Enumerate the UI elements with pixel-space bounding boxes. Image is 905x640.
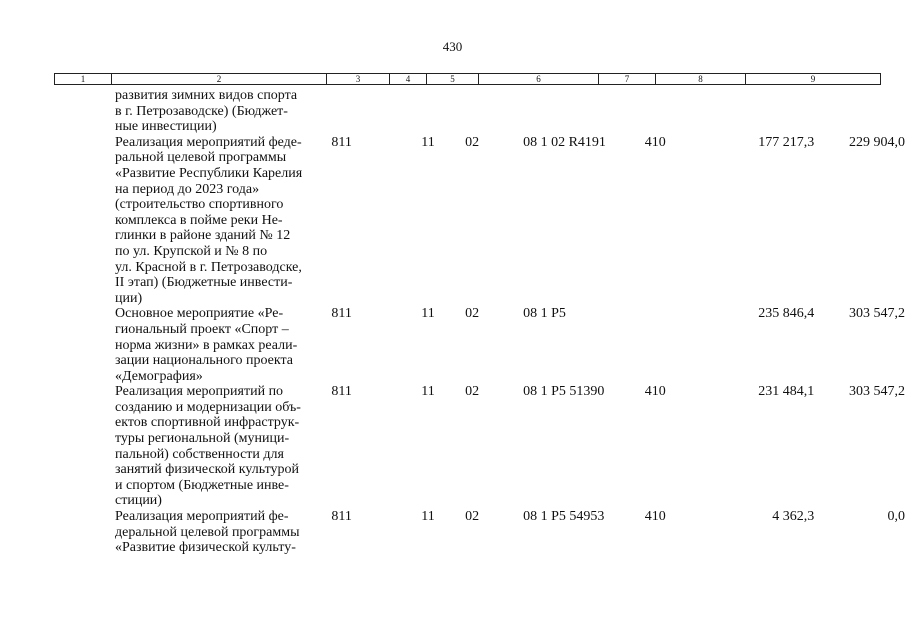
amount-column-9: 303 547,2 (849, 306, 905, 322)
amount-column-8: 4 362,3 (772, 509, 815, 525)
description-line: деральной целевой программы (115, 524, 300, 540)
subsection-code: 02 (465, 134, 480, 150)
expense-type-code: 410 (644, 134, 666, 150)
column-header-6: 6 (479, 74, 599, 85)
description-line: стиции) (115, 493, 162, 509)
description-line: (строительство спортивного (115, 197, 284, 213)
description-line: Реализация мероприятий феде- (115, 134, 302, 150)
ministry-code: 811 (331, 134, 352, 150)
description-line: ральной целевой программы (115, 150, 287, 166)
column-header-8: 8 (656, 74, 746, 85)
table-row (0, 306, 905, 384)
description-line: Реализация мероприятий фе- (115, 509, 289, 525)
description-line: комплекса в пойме реки Не- (115, 212, 283, 228)
description-line: по ул. Крупской и № 8 по (115, 243, 268, 259)
description-line: II этап) (Бюджетные инвести- (115, 275, 293, 291)
subsection-code: 02 (465, 384, 480, 400)
table-row (0, 384, 905, 509)
subsection-code: 02 (465, 509, 480, 525)
budget-table-body (0, 88, 905, 556)
section-code: 11 (421, 134, 435, 150)
description-line: пальной) собственности для (115, 446, 284, 462)
page-number: 430 (442, 39, 463, 54)
amount-column-8: 231 484,1 (758, 384, 815, 400)
column-header-4: 4 (390, 74, 427, 85)
description-line: «Развитие Республики Карелия (115, 165, 303, 181)
expense-type-code: 410 (644, 509, 666, 525)
description-line: в г. Петрозаводске) (Бюджет- (115, 103, 288, 119)
section-code: 11 (421, 509, 435, 525)
amount-column-9: 229 904,0 (849, 134, 905, 150)
ministry-code: 811 (331, 384, 352, 400)
description-line: ул. Красной в г. Петрозаводске, (115, 259, 302, 275)
description-line: глинки в районе зданий № 12 (115, 228, 291, 244)
column-header-1: 1 (55, 74, 112, 85)
description-line: туры региональной (муници- (115, 431, 290, 447)
section-code: 11 (421, 384, 435, 400)
subsection-code: 02 (465, 306, 480, 322)
amount-column-8: 235 846,4 (758, 306, 815, 322)
row-description (115, 135, 326, 307)
description-line: занятий физической культурой (115, 462, 300, 478)
description-line: «Демография» (115, 368, 203, 384)
description-line: ные инвестиции) (115, 119, 217, 135)
table-row (0, 509, 905, 556)
ministry-code: 811 (331, 306, 352, 322)
row-description (115, 384, 326, 509)
row-description (115, 509, 326, 556)
description-line: ции) (115, 290, 143, 306)
description-line: Основное мероприятие «Ре- (115, 306, 284, 322)
description-line: ектов спортивной инфраструк- (115, 415, 300, 431)
row-description (115, 306, 326, 384)
description-line: и спортом (Бюджетные инве- (115, 477, 289, 493)
description-line: на период до 2023 года» (115, 181, 260, 197)
description-line: зации национального проекта (115, 353, 293, 369)
column-header-7: 7 (599, 74, 656, 85)
ministry-code: 811 (331, 509, 352, 525)
column-header-5: 5 (427, 74, 479, 85)
amount-column-9: 303 547,2 (849, 384, 905, 400)
table-row (0, 88, 905, 135)
description-line: норма жизни» в рамках реали- (115, 337, 298, 353)
target-article-code: 08 1 02 R4191 (523, 134, 606, 150)
description-line: развития зимних видов спорта (115, 88, 298, 103)
amount-column-9: 0,0 (887, 509, 905, 525)
target-article-code: 08 1 P5 (523, 306, 566, 322)
expense-type-code: 410 (644, 384, 666, 400)
column-number-header (54, 73, 881, 85)
amount-column-8: 177 217,3 (758, 134, 815, 150)
table-row (0, 135, 905, 307)
section-code: 11 (421, 306, 435, 322)
description-line: гиональный проект «Спорт – (115, 321, 289, 337)
target-article-code: 08 1 P5 54953 (523, 509, 605, 525)
column-header-3: 3 (327, 74, 390, 85)
description-line: созданию и модернизации объ- (115, 399, 301, 415)
description-line: Реализация мероприятий по (115, 384, 284, 400)
column-header-9: 9 (746, 74, 881, 85)
description-line: «Развитие физической культу- (115, 540, 296, 556)
column-header-2: 2 (112, 74, 327, 85)
row-description (115, 88, 327, 135)
target-article-code: 08 1 P5 51390 (523, 384, 605, 400)
